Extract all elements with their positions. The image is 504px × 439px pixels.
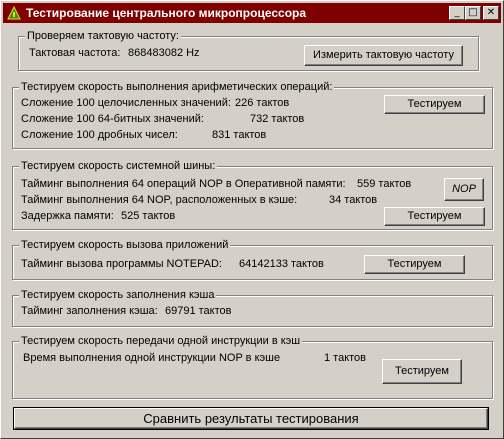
- bus-group: [12, 160, 493, 230]
- nop-button[interactable]: NOP: [444, 178, 484, 201]
- title-bar[interactable]: [3, 3, 501, 23]
- measure-freq-button[interactable]: Измерить тактовую частоту: [304, 45, 463, 66]
- apps-legend: Тестируем скорость вызова приложений: [21, 239, 229, 251]
- arith-row-label: Сложение 100 64-битных значений:: [21, 113, 204, 125]
- freq-label: Тактовая частота:: [29, 47, 121, 59]
- instr-legend: Тестируем скорость передачи одной инструкции в кэш: [21, 335, 301, 347]
- arith-legend: Тестируем скорость выполнения арифметических операций:: [21, 81, 333, 93]
- cache-label: Тайминг заполнения кэша:: [21, 305, 158, 317]
- arith-row-label: Сложение 100 целочисленных значений:: [21, 97, 231, 109]
- cache-value: 69791 тактов: [165, 305, 232, 317]
- arith-row-value: 226 тактов: [235, 97, 290, 109]
- cache-group: [12, 289, 493, 327]
- arith-test-button[interactable]: Тестируем: [384, 95, 485, 114]
- arith-row-value: 732 тактов: [250, 113, 305, 125]
- arith-group: [12, 81, 493, 149]
- bus-row-label: Задержка памяти:: [21, 210, 114, 222]
- instr-value: 1 тактов: [324, 352, 367, 364]
- freq-legend: Проверяем тактовую частоту:: [27, 30, 179, 42]
- bus-row-value: 525 тактов: [121, 210, 176, 222]
- freq-value: 868483082 Hz: [128, 47, 200, 59]
- arith-row-value: 831 тактов: [212, 129, 267, 141]
- compare-results-button[interactable]: Сравнить результаты тестирования: [14, 408, 488, 429]
- bus-legend: Тестируем скорость системной шины:: [21, 160, 216, 172]
- window-title: Тестирование центрального микропроцессора: [26, 6, 307, 20]
- instr-test-button[interactable]: Тестируем: [382, 359, 462, 384]
- apps-label: Тайминг вызова программы NOTEPAD:: [21, 258, 222, 270]
- cpu-app-icon: [6, 5, 22, 21]
- bus-test-button[interactable]: Тестируем: [384, 207, 485, 226]
- close-button[interactable]: ✕: [483, 6, 499, 20]
- apps-group: [12, 239, 493, 280]
- bus-row-value: 559 тактов: [357, 178, 412, 190]
- bus-row-value: 34 тактов: [329, 194, 378, 206]
- bus-row-label: Тайминг выполнения 64 NOP, расположенных в кэше:: [21, 194, 298, 206]
- bus-row-label: Тайминг выполнения 64 операций NOP в Оперативной памяти:: [21, 178, 346, 190]
- instr-group: [12, 335, 493, 399]
- apps-test-button[interactable]: Тестируем: [364, 255, 465, 274]
- apps-value: 64142133 тактов: [239, 258, 324, 270]
- arith-row-label: Сложение 100 дробных чисел:: [21, 129, 178, 141]
- minimize-button[interactable]: _: [449, 6, 465, 20]
- maximize-button[interactable]: □: [465, 6, 481, 20]
- instr-label: Время выполнения одной инструкции NOP в кэше: [23, 352, 281, 364]
- cache-legend: Тестируем скорость заполнения кэша: [21, 289, 215, 301]
- freq-group: [18, 30, 479, 71]
